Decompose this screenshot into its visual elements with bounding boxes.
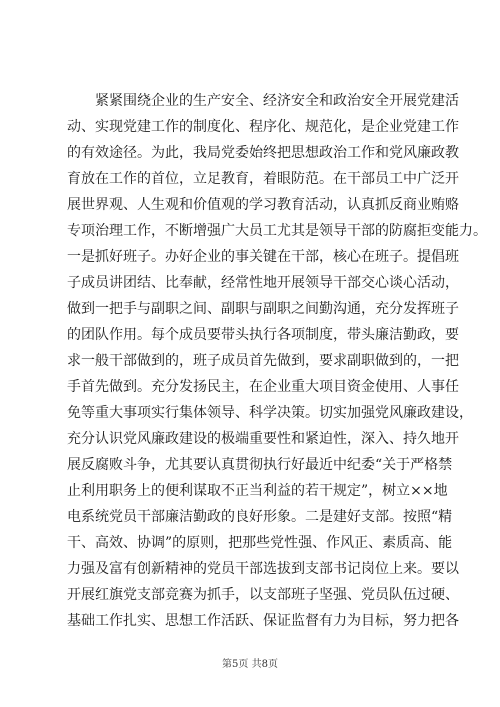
- text-line: 展世界观、人生观和价值观的学习教育活动，认真抓反商业贿赂: [67, 197, 459, 213]
- body-paragraph: [67, 88, 487, 634]
- text-line: 紧紧围绕企业的生产安全、经济安全和政治安全开展党建活: [95, 93, 459, 109]
- text-line: 展反腐败斗争，尤其要认真贯彻执行好最近中纪委“关于严格禁: [67, 457, 453, 473]
- text-line: 做到一把手与副职之间、副职与副职之间勤沟通，充分发挥班子: [67, 301, 459, 317]
- text-line: 的团队作用。每个成员要带头执行各项制度，带头廉洁勤政，要: [67, 327, 459, 343]
- text-line: 手首先做到。充分发扬民主，在企业重大项目资金使用、人事任: [67, 379, 459, 395]
- text-line: 一是抓好班子。办好企业的事关键在干部，核心在班子。提倡班: [67, 249, 459, 265]
- text-line: 电系统党员干部廉洁勤政的良好形象。二是建好支部。按照“精: [67, 509, 453, 525]
- text-line: 力强及富有创新精神的党员干部选拔到支部书记岗位上来。要以: [67, 561, 459, 577]
- text-line: 止利用职务上的便利谋取不正当利益的若干规定”，树立××地: [67, 483, 448, 499]
- text-line: 育放在工作的首位，立足教育，着眼防范。在干部员工中广泛开: [67, 171, 459, 187]
- text-line: 求一般干部做到的，班子成员首先做到，要求副职做到的，一把: [67, 353, 459, 369]
- text-line: 基础工作扎实、思想工作活跃、保证监督有力为目标，努力把各: [67, 613, 459, 629]
- page-number-footer: 第5页 共8页: [222, 659, 278, 670]
- text-line: 的有效途径。为此，我局党委始终把思想政治工作和党风廉政教: [67, 145, 459, 161]
- text-line: 子成员讲团结、比奉献，经常性地开展领导干部交心谈心活动，: [67, 275, 459, 291]
- text-line: 充分认识党风廉政建设的极端重要性和紧迫性，深入、持久地开: [67, 431, 459, 447]
- text-line: 免等重大事项实行集体领导、科学决策。切实加强党风廉政建设，: [67, 405, 473, 421]
- text-line: 开展红旗党支部竞赛为抓手，以支部班子坚强、党员队伍过硬、: [67, 587, 459, 603]
- text-line: 动、实现党建工作的制度化、程序化、规范化，是企业党建工作: [67, 119, 459, 135]
- text-line: 干、高效、协调”的原则，把那些党性强、作风正、素质高、能: [67, 535, 453, 551]
- text-line: 专项治理工作，不断增强广大员工尤其是领导干部的防腐拒变能力。: [67, 223, 487, 239]
